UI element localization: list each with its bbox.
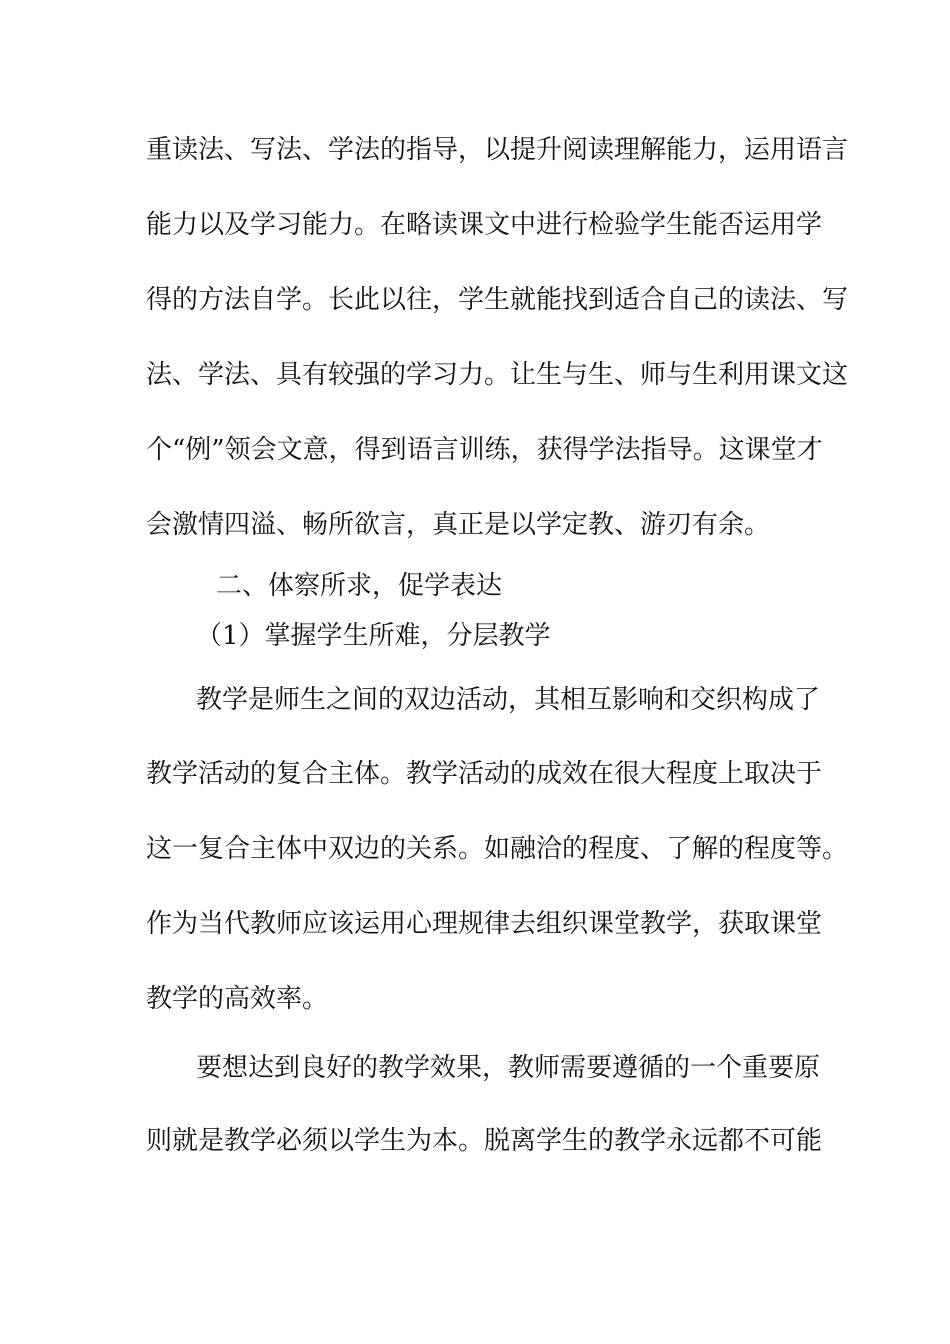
paragraph-line: 能力以及学习能力。在略读课文中进行检验学生能否运用学 <box>146 210 823 240</box>
section-heading: 二、体察所求，促学表达 <box>216 571 503 601</box>
subsection-heading: （1）掌握学生所难，分层教学 <box>196 621 551 651</box>
paragraph-line: 得的方法自学。长此以往，学生就能找到适合自己的读法、写 <box>146 285 849 315</box>
paragraph-line: 重读法、写法、学法的指导，以提升阅读理解能力，运用语言 <box>146 135 849 165</box>
paragraph-line: 会激情四溢、畅所欲言，真正是以学定教、游刃有余。 <box>146 510 771 540</box>
paragraph-line: 作为当代教师应该运用心理规律去组织课堂教学，获取课堂 <box>146 909 823 939</box>
paragraph-line: 教学是师生之间的双边活动，其相互影响和交织构成了 <box>196 685 821 715</box>
paragraph-line: 教学的高效率。 <box>146 984 329 1014</box>
paragraph-line: 法、学法、具有较强的学习力。让生与生、师与生利用课文这 <box>146 360 849 390</box>
paragraph-line: 教学活动的复合主体。教学活动的成效在很大程度上取决于 <box>146 759 823 789</box>
paragraph-line: 则就是教学必须以学生为本。脱离学生的教学永远都不可能 <box>146 1126 823 1156</box>
paragraph-line: 个“例”领会文意，得到语言训练，获得学法指导。这课堂才 <box>146 435 823 465</box>
paragraph-line: 要想达到良好的教学效果，教师需要遵循的一个重要原 <box>196 1053 821 1083</box>
paragraph-line: 这一复合主体中双边的关系。如融洽的程度、了解的程度等。 <box>146 834 849 864</box>
